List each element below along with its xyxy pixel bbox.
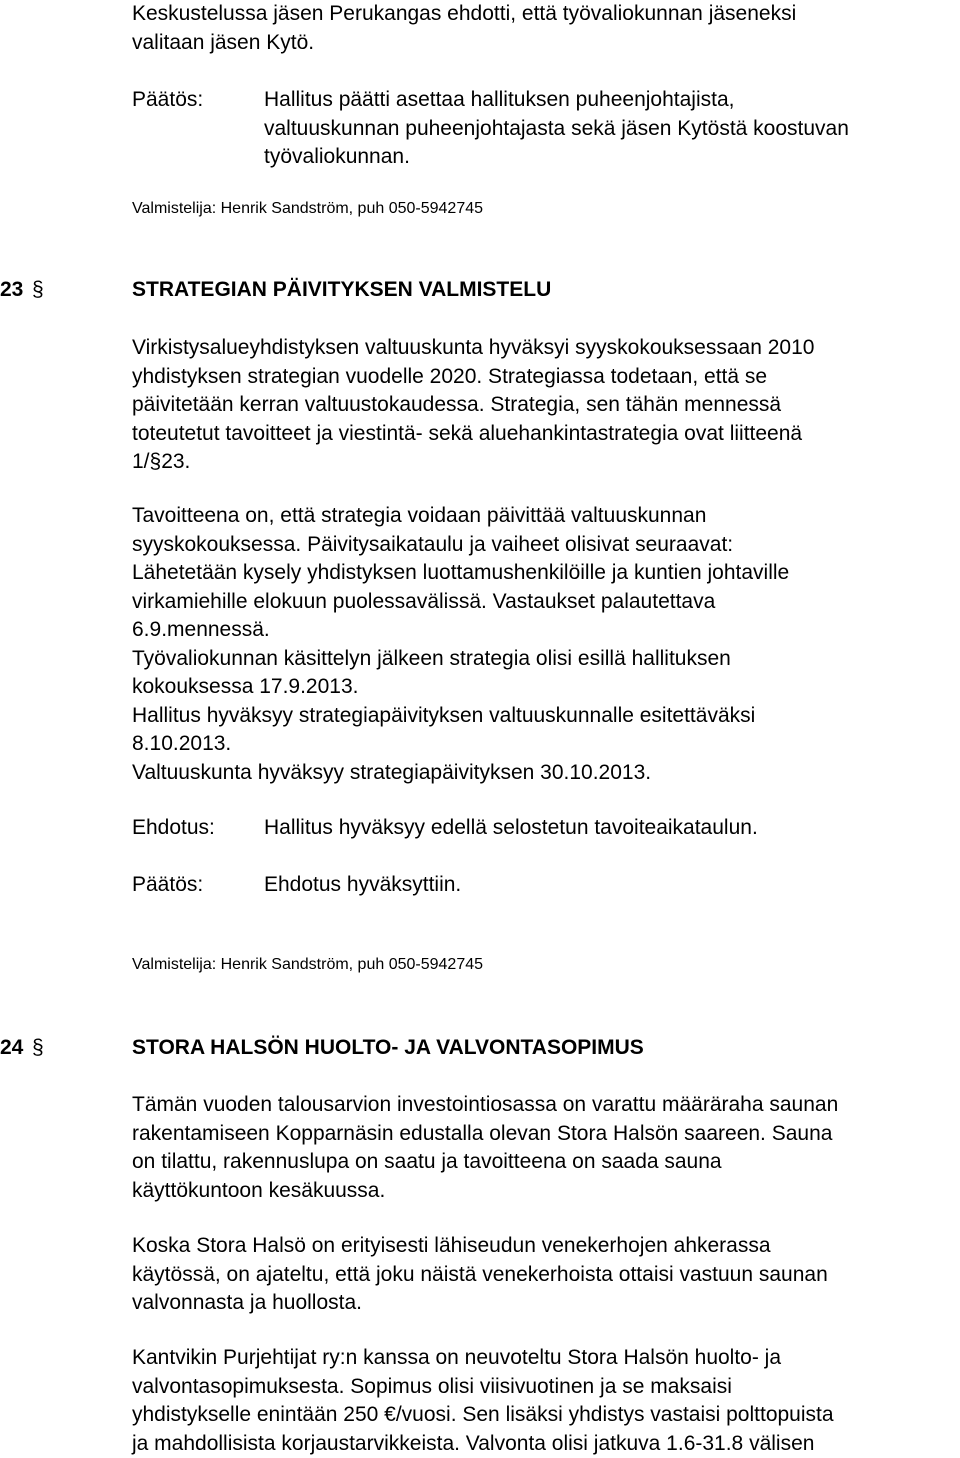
text-line: valvonnasta ja huollosta.: [132, 1291, 362, 1314]
paragraph-sign: §: [32, 278, 44, 301]
proposal-text: Hallitus hyväksyy edellä selostetun tavoiteaikataulun.: [264, 816, 758, 839]
text-line: toteutetut tavoitteet ja viestintä- sekä aluehankintastrategia ovat liitteenä: [132, 421, 803, 445]
text-line: Keskustelussa jäsen Perukangas ehdotti, että työvaliokunnan jäseneksi: [132, 2, 797, 25]
text-line: Lähetetään kysely yhdistyksen luottamushenkilöille ja kuntien johtaville: [132, 561, 790, 584]
section-24-paragraph-3: [132, 1344, 942, 1458]
text-line: ja mahdollisista korjaustarvikkeista. Valvonta olisi jatkuva 1.6-31.8 välisen: [132, 1431, 815, 1455]
section-24-paragraph-2: [132, 1232, 942, 1318]
text-line: virkamiehille elokuun puolessavälissä. Vastaukset palautettava: [132, 589, 716, 613]
text-line: rakentamiseen Kopparnäsin edustalla olevan Stora Halsön saareen. Sauna: [132, 1121, 833, 1145]
text-line: päivitetään kerran valtuustokaudessa. Strategia, sen tähän mennessä: [132, 393, 782, 416]
text-line: Tavoitteena on, että strategia voidaan päivittää valtuuskunnan: [132, 504, 707, 527]
text-line: on tilattu, rakennuslupa on saatu ja tavoitteena on saada sauna: [132, 1150, 722, 1173]
text-line: 6.9.mennessä.: [132, 618, 270, 641]
section-number: 24: [0, 1036, 24, 1059]
preparer-note: Valmistelija: Henrik Sandström, puh 050-5942745: [132, 956, 484, 973]
decision-text: [264, 86, 934, 172]
text-line: käyttökuntoon kesäkuussa.: [132, 1178, 386, 1202]
section-title: STRATEGIAN PÄIVITYKSEN VALMISTELU: [132, 278, 552, 301]
text-line: Hallitus päätti asettaa hallituksen puheenjohtajista,: [264, 88, 735, 111]
text-line: Kantvikin Purjehtijat ry:n kanssa on neuvoteltu Stora Halsön huolto- ja: [132, 1346, 782, 1369]
text-line: työvaliokunnan.: [264, 145, 410, 168]
proposal-label: Ehdotus:: [132, 816, 215, 839]
text-line: Hallitus hyväksyy strategiapäivityksen valtuuskunnalle esitettäväksi: [132, 703, 756, 727]
paragraph-sign: §: [32, 1036, 44, 1059]
section-23-paragraph-2: [132, 502, 942, 787]
text-line: Valtuuskunta hyväksyy strategiapäivityksen 30.10.2013.: [132, 760, 652, 784]
text-line: kokouksessa 17.9.2013.: [132, 675, 359, 698]
section-23-paragraph-1: [132, 334, 942, 477]
decision-text: Ehdotus hyväksyttiin.: [264, 873, 462, 896]
text-line: käytössä, on ajateltu, että joku näistä venekerhoista ottaisi vastuun saunan: [132, 1262, 828, 1286]
text-line: valitaan jäsen Kytö.: [132, 30, 315, 54]
preparer-note: Valmistelija: Henrik Sandström, puh 050-5942745: [132, 200, 484, 217]
text-line: Koska Stora Halsö on erityisesti lähiseudun venekerhojen ahkerassa: [132, 1234, 771, 1257]
text-line: Virkistysalueyhdistyksen valtuuskunta hyväksyi syyskokouksessaan 2010: [132, 336, 815, 359]
text-line: 8.10.2013.: [132, 732, 232, 755]
section-24-paragraph-1: [132, 1091, 942, 1205]
text-line: valtuuskunnan puheenjohtajasta sekä jäsen Kytöstä koostuvan: [264, 116, 849, 140]
text-line: Työvaliokunnan käsittelyn jälkeen strategia olisi esillä hallituksen: [132, 646, 731, 670]
text-line: syyskokouksessa. Päivitysaikataulu ja vaiheet olisivat seuraavat:: [132, 532, 734, 556]
text-line: 1/§23.: [132, 450, 191, 473]
text-line: yhdistyksen strategian vuodelle 2020. Strategiassa todetaan, että se: [132, 364, 768, 388]
text-line: valvontasopimuksesta. Sopimus olisi viisivuotinen ja se maksaisi: [132, 1374, 732, 1398]
text-line: Tämän vuoden talousarvion investointiosassa on varattu määräraha saunan: [132, 1093, 839, 1116]
section-title: STORA HALSÖN HUOLTO- JA VALVONTASOPIMUS: [132, 1036, 644, 1059]
intro-paragraph: [132, 0, 942, 57]
decision-label: Päätös:: [132, 873, 204, 896]
decision-label: Päätös:: [132, 88, 204, 111]
section-number: 23: [0, 278, 24, 301]
text-line: yhdistykselle enintään 250 €/vuosi. Sen lisäksi yhdistys vastaisi polttopuista: [132, 1403, 834, 1426]
